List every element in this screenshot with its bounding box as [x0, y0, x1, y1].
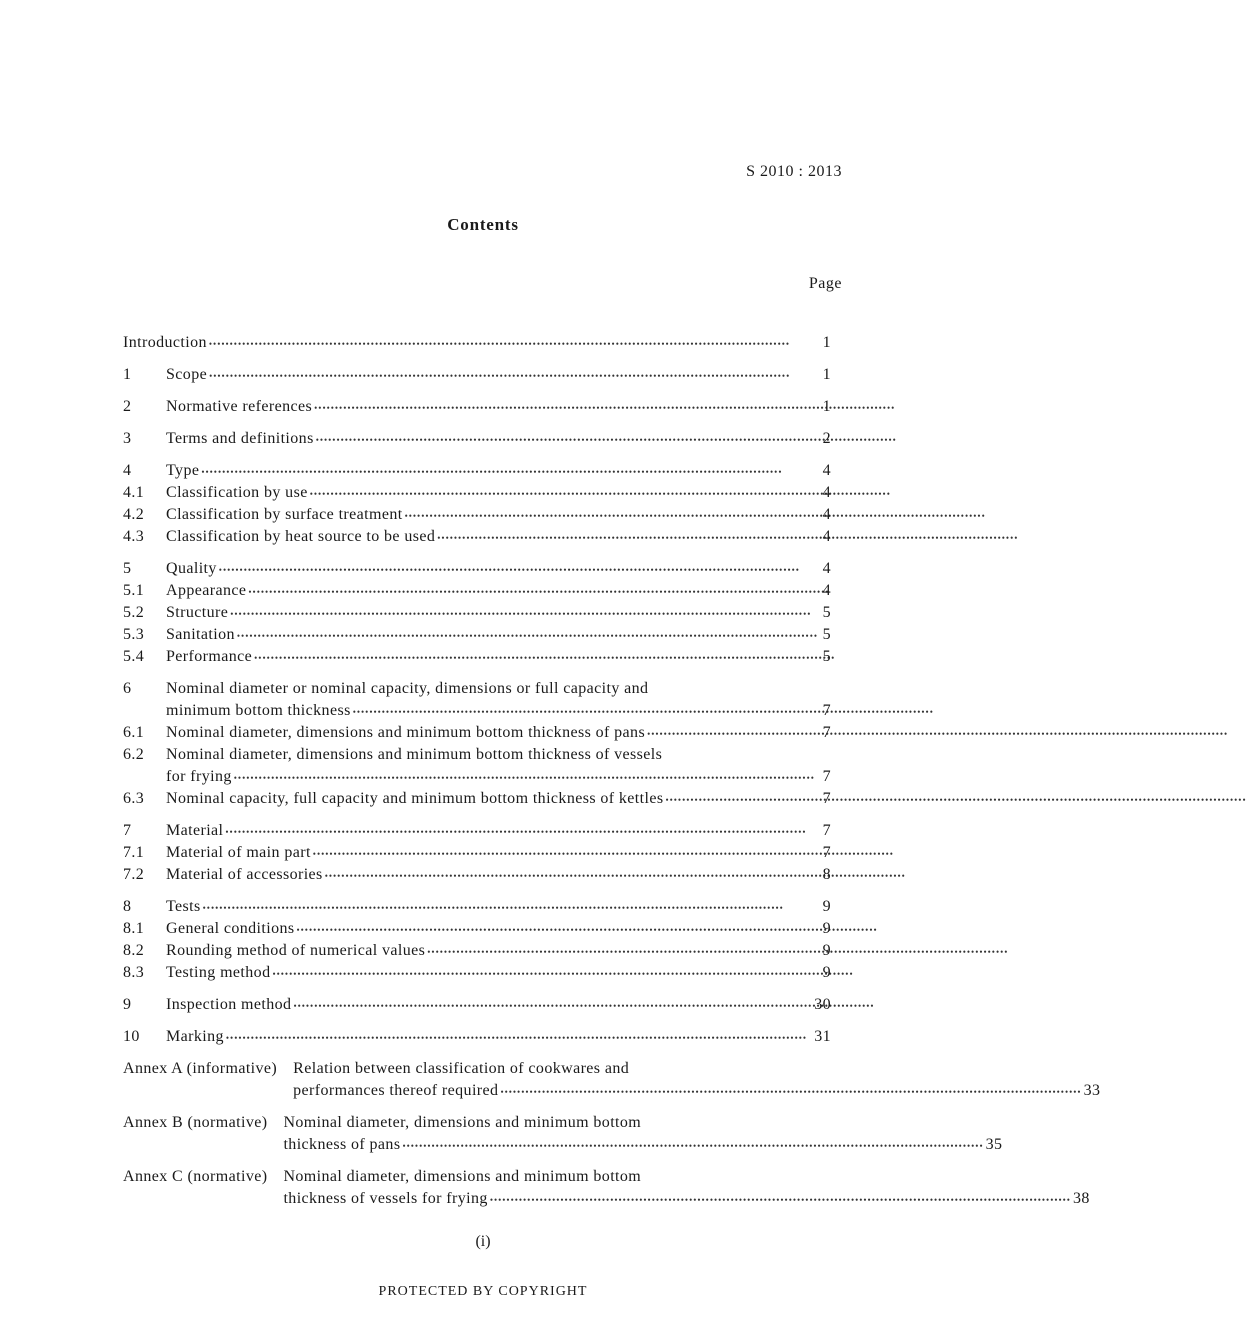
- toc-entry-annex-a[interactable]: [123, 1058, 1101, 1102]
- page-title: Contents: [447, 215, 519, 234]
- leader-dots: [293, 995, 812, 1017]
- toc-entry-number: 10: [123, 1028, 140, 1045]
- toc-entry-page: 1: [822, 366, 831, 383]
- toc-entry-page: 30: [814, 996, 831, 1013]
- leader-dots: [219, 559, 821, 581]
- toc-group-intro: [123, 332, 831, 354]
- toc-entry-page: 4: [822, 462, 831, 479]
- leader-dots: [353, 701, 821, 723]
- annex-body: [283, 1166, 1089, 1210]
- toc-group-3: [123, 428, 831, 450]
- toc-entry-number: 9: [123, 996, 132, 1013]
- toc-entry-7-1[interactable]: [123, 842, 831, 864]
- toc-entry-page: 7: [822, 790, 831, 807]
- annex-line: [283, 1112, 1002, 1134]
- toc-group-10: [123, 1026, 831, 1048]
- toc-entry-page: 4: [822, 506, 831, 523]
- toc-entry-number: 7: [123, 822, 132, 839]
- toc-entry-text: Inspection method: [166, 996, 292, 1013]
- toc-entry-page: 1: [822, 398, 831, 415]
- leader-dots: [437, 527, 820, 549]
- toc-entry-text: Performance: [166, 648, 253, 665]
- toc-group-6: [123, 678, 831, 810]
- toc-entry-1[interactable]: [123, 364, 831, 386]
- toc-entry-page: 9: [822, 898, 831, 915]
- toc-entry-4-2[interactable]: [123, 504, 831, 526]
- toc-entry-text: Classification by surface treatment: [166, 506, 403, 523]
- toc-entry-page: 4: [822, 484, 831, 501]
- toc-entry-8-1[interactable]: [123, 918, 831, 940]
- leader-dots: [647, 723, 821, 745]
- leader-dots: [427, 941, 820, 963]
- toc-entry-4[interactable]: [123, 460, 831, 482]
- toc-entry-text: Marking: [166, 1028, 224, 1045]
- toc-entry-number: 7.2: [123, 866, 145, 883]
- annex-label: Annex A (informative): [123, 1060, 278, 1077]
- toc-entry-text: General conditions: [166, 920, 295, 937]
- toc-entry-page: 7: [822, 822, 831, 839]
- toc-entry-7[interactable]: [123, 820, 831, 842]
- leader-dots: [325, 865, 821, 887]
- leader-dots: [314, 397, 820, 419]
- leader-dots: [254, 647, 820, 669]
- toc-entry-text: Nominal diameter, dimensions and minimum bottom: [283, 1168, 642, 1185]
- toc-entry-page: 1: [822, 334, 831, 351]
- toc-entry-number: 5.4: [123, 648, 145, 665]
- toc-entry-6-continued[interactable]: [123, 700, 831, 722]
- toc-entry-5[interactable]: [123, 558, 831, 580]
- toc-group-8: [123, 896, 831, 984]
- toc-entry-text: Nominal diameter or nominal capacity, dimensions or full capacity and: [166, 680, 649, 697]
- leader-dots: [297, 919, 821, 941]
- toc-entry-text: Normative references: [166, 398, 313, 415]
- toc-entry-6-1[interactable]: [123, 722, 831, 744]
- toc-entry-text: Scope: [166, 366, 208, 383]
- toc-entry-number: 4.3: [123, 528, 145, 545]
- toc-entry-annex-b[interactable]: [123, 1112, 1003, 1156]
- toc-entry-text: Tests: [166, 898, 201, 915]
- toc-entry-number: 6.1: [123, 724, 145, 741]
- toc-entry-number: 5.3: [123, 626, 145, 643]
- leader-dots: [226, 1027, 812, 1049]
- leader-dots: [234, 767, 821, 789]
- toc-entry-text: Rounding method of numerical values: [166, 942, 426, 959]
- leader-dots: [310, 483, 821, 505]
- toc-group-2: [123, 396, 831, 418]
- toc-entry-number: 8.1: [123, 920, 145, 937]
- toc-entry-text: Material of accessories: [166, 866, 323, 883]
- toc-entry-annex-c[interactable]: [123, 1166, 1090, 1210]
- toc-entry-text: performances thereof required: [293, 1082, 499, 1099]
- toc-entry-10[interactable]: [123, 1026, 831, 1048]
- toc-entry-page: 9: [822, 920, 831, 937]
- leader-dots: [209, 365, 820, 387]
- toc-entry-number: 5.2: [123, 604, 145, 621]
- leader-dots: [490, 1189, 1071, 1211]
- toc-entry-4-1[interactable]: [123, 482, 831, 504]
- toc-entry-5-3[interactable]: [123, 624, 831, 646]
- toc-entry-number: 1: [123, 366, 132, 383]
- toc-entry-text: thickness of vessels for frying: [283, 1190, 488, 1207]
- toc-entry-3[interactable]: [123, 428, 831, 450]
- toc-entry-text: Classification by use: [166, 484, 308, 501]
- annex-body: [293, 1058, 1100, 1102]
- annex-line: [283, 1188, 1089, 1210]
- toc-entry-text: Nominal diameter, dimensions and minimum bottom thickness of vessels: [166, 746, 663, 763]
- toc-entry-text: Nominal capacity, full capacity and minimum bottom thickness of kettles: [166, 790, 664, 807]
- leader-dots: [500, 1081, 1081, 1103]
- toc-entry-6-3[interactable]: [123, 788, 831, 810]
- toc-entry-page: 5: [822, 648, 831, 665]
- toc-entry-6[interactable]: [123, 678, 831, 700]
- toc-entry-page: 9: [822, 964, 831, 981]
- toc-entry-6-2[interactable]: [123, 744, 831, 766]
- toc-entry-page: 7: [822, 844, 831, 861]
- toc-entry-text: Nominal diameter, dimensions and minimum bottom: [283, 1114, 642, 1131]
- annex-body: [283, 1112, 1002, 1156]
- leader-dots: [405, 505, 821, 527]
- toc-entry-page: 5: [822, 604, 831, 621]
- toc-entry-5-4[interactable]: [123, 646, 831, 668]
- annex-label: Annex C (normative): [123, 1168, 268, 1185]
- toc-entry-text: Classification by heat source to be used: [166, 528, 436, 545]
- leader-dots: [237, 625, 821, 647]
- toc-entry-4-3[interactable]: [123, 526, 831, 548]
- toc-entry-2[interactable]: [123, 396, 831, 418]
- leader-dots: [402, 1135, 983, 1157]
- leader-dots: [203, 897, 821, 919]
- leader-dots: [313, 843, 821, 865]
- toc-entry-text: minimum bottom thickness: [166, 702, 351, 719]
- toc-entry-number: 8: [123, 898, 132, 915]
- toc-group-9: [123, 994, 831, 1016]
- toc-entry-text: Material: [166, 822, 224, 839]
- toc-entry-page: 35: [985, 1136, 1003, 1153]
- document-code: S 2010 : 2013: [746, 163, 842, 180]
- toc-entry-number: 8.3: [123, 964, 145, 981]
- toc-entry-page: 31: [814, 1028, 831, 1045]
- toc-entry-page: 5: [822, 626, 831, 643]
- leader-dots: [272, 963, 820, 985]
- annex-label: Annex B (normative): [123, 1114, 268, 1131]
- toc-entry-page: 7: [822, 768, 831, 785]
- toc-entry-text: Type: [166, 462, 200, 479]
- toc-entry-page: 33: [1083, 1082, 1101, 1099]
- toc-entry-8-3[interactable]: [123, 962, 831, 984]
- toc-entry-text: Introduction: [123, 334, 207, 351]
- toc-entry-page: 8: [822, 866, 831, 883]
- toc-entry-7-2[interactable]: [123, 864, 831, 886]
- toc-group-4: [123, 460, 831, 548]
- toc-entry-8[interactable]: [123, 896, 831, 918]
- annex-line: [283, 1166, 1089, 1188]
- toc-entry-introduction[interactable]: [123, 332, 831, 354]
- toc-entry-page: 4: [822, 582, 831, 599]
- toc-entry-text: Testing method: [166, 964, 271, 981]
- toc-entry-text: Nominal diameter, dimensions and minimum bottom thickness of pans: [166, 724, 646, 741]
- toc-entry-page: 4: [822, 528, 831, 545]
- toc-entry-page: 2: [822, 430, 831, 447]
- toc-entry-number: 6.2: [123, 746, 145, 763]
- toc-entry-number: 8.2: [123, 942, 145, 959]
- toc-entry-page: 4: [822, 560, 831, 577]
- toc-entry-number: 7.1: [123, 844, 145, 861]
- leader-dots: [201, 461, 820, 483]
- toc-group-1: [123, 364, 831, 386]
- toc-entry-number: 2: [123, 398, 132, 415]
- toc-entry-number: 6: [123, 680, 132, 697]
- toc-entry-number: 4.2: [123, 506, 145, 523]
- toc-group-7: [123, 820, 831, 886]
- toc-entry-8-2[interactable]: [123, 940, 831, 962]
- toc-entry-text: for frying: [166, 768, 232, 785]
- copyright-notice: PROTECTED BY COPYRIGHT: [378, 1284, 588, 1299]
- toc-entry-9[interactable]: [123, 994, 831, 1016]
- toc-entry-text: Quality: [166, 560, 217, 577]
- leader-dots: [209, 333, 821, 355]
- toc-entry-text: Structure: [166, 604, 229, 621]
- page-column-label: Page: [808, 275, 842, 292]
- toc-entry-5-1[interactable]: [123, 580, 831, 602]
- annex-line: [283, 1134, 1002, 1156]
- annex-line: [293, 1080, 1100, 1102]
- toc-entry-number: 6.3: [123, 790, 145, 807]
- toc-entry-6-2-continued[interactable]: [123, 766, 831, 788]
- toc-entry-text: Relation between classification of cookwares and: [293, 1060, 630, 1077]
- toc-entry-number: 4.1: [123, 484, 145, 501]
- toc-entry-number: 4: [123, 462, 132, 479]
- toc-entry-page: 38: [1072, 1190, 1090, 1207]
- page-number: (i): [475, 1233, 491, 1250]
- toc-entry-page: 7: [822, 702, 831, 719]
- toc-entry-page: 9: [822, 942, 831, 959]
- leader-dots: [316, 429, 821, 451]
- toc-entry-text: thickness of pans: [283, 1136, 401, 1153]
- leader-dots: [230, 603, 820, 625]
- annex-line: [293, 1058, 1100, 1080]
- toc-entry-text: Appearance: [166, 582, 247, 599]
- toc-entry-number: 5: [123, 560, 132, 577]
- toc-entry-page: 7: [822, 724, 831, 741]
- toc-entry-number: 5.1: [123, 582, 145, 599]
- toc-entry-5-2[interactable]: [123, 602, 831, 624]
- table-of-contents: [123, 332, 1101, 1220]
- leader-dots: [248, 581, 820, 603]
- toc-entry-text: Terms and definitions: [166, 430, 314, 447]
- leader-dots: [665, 789, 820, 811]
- leader-dots: [225, 821, 820, 843]
- toc-entry-text: Sanitation: [166, 626, 235, 643]
- toc-entry-number: 3: [123, 430, 132, 447]
- toc-group-5: [123, 558, 831, 668]
- toc-entry-text: Material of main part: [166, 844, 311, 861]
